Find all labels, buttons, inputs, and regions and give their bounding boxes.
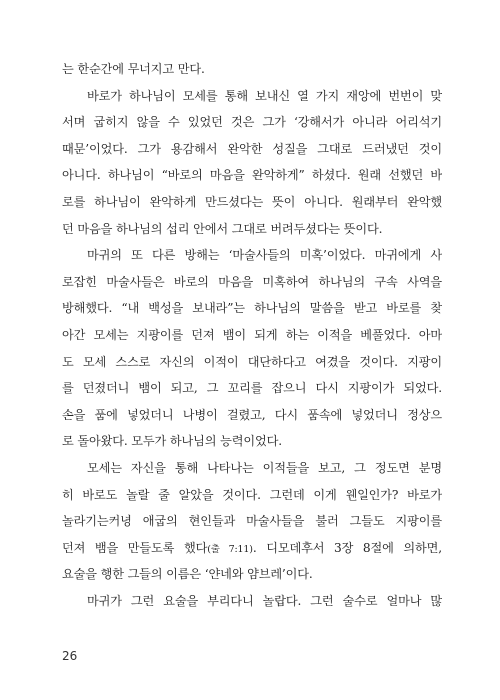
text-segment: . 디모데후서 3장 8절에 의하면,	[252, 540, 442, 555]
text-line: 로잡힌 마술사들은 바로의 마음을 미혹하여 하나님의 구속 사역을	[62, 274, 442, 289]
text-line: 요술을 행한 그들의 이름은 ‘얀네와 얌브레’이다.	[62, 567, 313, 582]
text-line: 로를 하나님이 완악하게 만드셨다는 뜻이 아니다. 원래부터 완악했	[62, 194, 442, 209]
text-line: 로 돌아왔다. 모두가 하나님의 능력이었다.	[62, 434, 282, 449]
text-line: 던 마음을 하나님의 섭리 안에서 그대로 버려두셨다는 뜻이다.	[62, 221, 383, 236]
text-segment: 던져 뱀을 만들도록 했다	[62, 540, 208, 555]
text-line: 모세는 자신을 통해 나타나는 이적들을 보고, 그 정도면 분명	[87, 460, 442, 475]
text-line: 히 바로도 놀랄 줄 알았을 것이다. 그런데 이게 웬일인가? 바로가	[62, 487, 442, 502]
text-line: 바로가 하나님이 모세를 통해 보내신 열 가지 재앙에 번번이 맞	[87, 88, 442, 103]
text-line: 도 모세 스스로 자신의 이적이 대단하다고 여겼을 것이다. 지팡이	[62, 354, 442, 369]
text-line: 를 던졌더니 뱀이 되고, 그 꼬리를 잡으니 다시 지팡이가 되었다.	[62, 381, 442, 396]
scripture-reference: (출 7:11)	[207, 543, 253, 555]
text-line	[62, 535, 442, 562]
text-line: 아니다. 하나님이 “바로의 마음을 완악하게” 하셨다. 원래 선했던 바	[62, 168, 442, 183]
text-line: 놀라기는커녕 애굽의 현인들과 마술사들을 불러 그들도 지팡이를	[62, 514, 442, 529]
text-line: 마귀가 그런 요술을 부리다니 놀랍다. 그런 술수로 얼마나 많	[87, 593, 442, 608]
book-page-body	[62, 56, 442, 614]
text-line: 때문’이었다. 그가 용감해서 완악한 성질을 그대로 드러냈던 것이	[62, 141, 442, 156]
text-line: 마귀의 또 다른 방해는 ‘마술사들의 미혹’이었다. 마귀에게 사	[87, 248, 442, 263]
text-line: 는 한순간에 무너지고 만다.	[62, 62, 205, 76]
text-line: 손을 품에 넣었더니 나병이 걸렸고, 다시 품속에 넣었더니 정상으	[62, 407, 442, 422]
page-number: 26	[62, 649, 78, 663]
text-line: 아간 모세는 지팡이를 던져 뱀이 되게 하는 이적을 베풀었다. 아마	[62, 327, 442, 342]
text-line: 서며 굽히지 않을 수 있었던 것은 그가 ‘강해서가 아니라 어리석기	[62, 115, 442, 130]
text-line: 방해했다. “내 백성을 보내라”는 하나님의 말씀을 받고 바로를 찾	[62, 301, 442, 316]
